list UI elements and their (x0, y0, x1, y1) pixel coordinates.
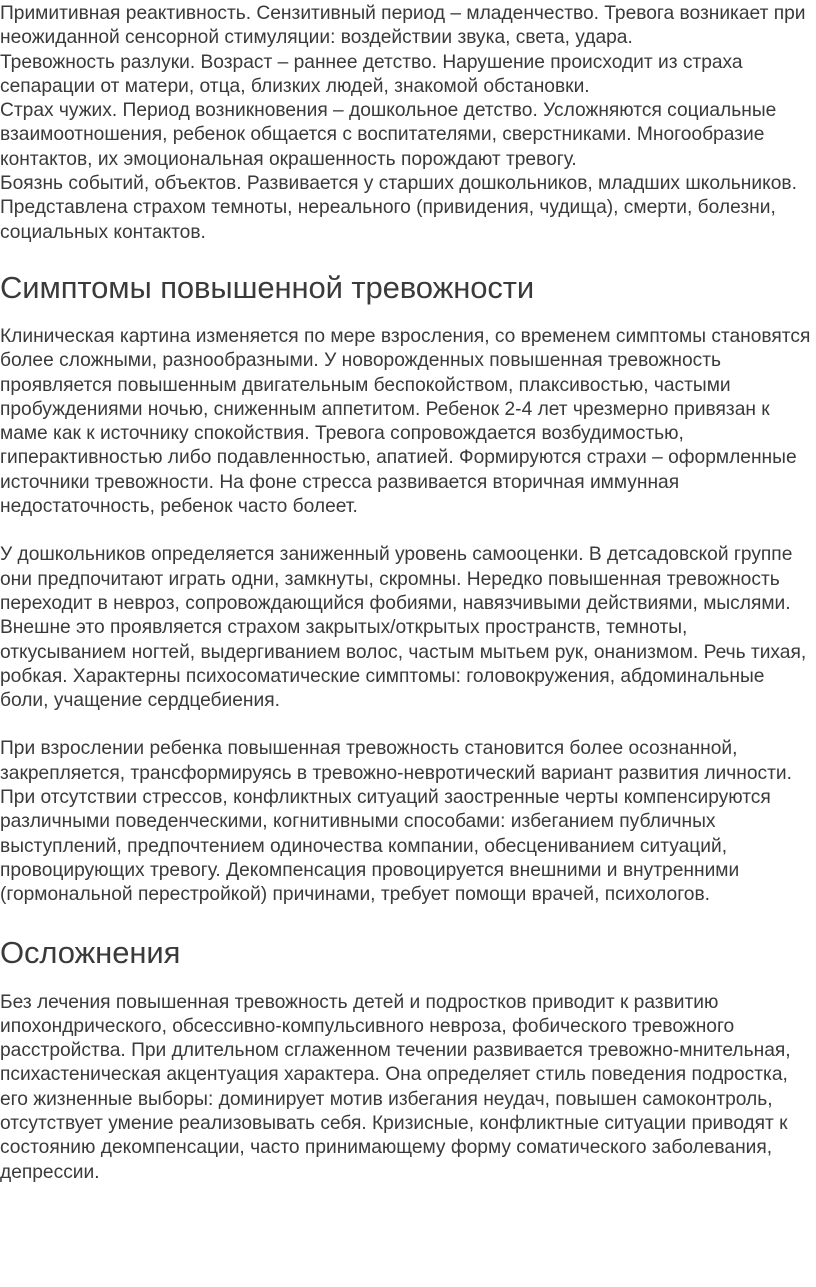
section-heading-symptoms: Симптомы повышенной тревожности (0, 269, 535, 305)
paragraph: Клиническая картина изменяется по мере взросления, со временем симптомы становятся более сложными, разнообразными. У новорожденных повышенная тревожность проявляется повышенным двигательным беспокойством, плаксивостью, частыми пробуждениями ночью, сниженным аппетитом. Ребенок 2-4 лет чрезмерно привязан к маме как к источнику спокойствия. Тревога сопровождается возбудимостью, гиперактивностью либо подавленностью, апатией. Формируются страхи – оформленные источники тревожности. На фоне стресса развивается вторичная иммунная недостаточность, ребенок часто болеет. (0, 325, 811, 518)
paragraph: При взрослении ребенка повышенная тревожность становится более осознанной, закрепляется, трансформируясь в тревожно-невротический вариант развития личности. При отсутствии стрессов, конфликтных ситуаций заостренные черты компенсируются различными поведенческими, когнитивными способами: избеганием публичных выступлений, предпочтением одиночества компании, обесцениванием ситуаций, провоцирующих тревогу. Декомпенсация провоцируется внешними и внутренними (гормональной перестройкой) причинами, требует помощи врачей, психологов. (0, 738, 792, 906)
intro-paragraph: Примитивная реактивность. Сензитивный период – младенчество. Тревога возникает при неожиданной сенсорной стимуляции: воздействии звука, света, удара. (0, 3, 806, 49)
section-body-symptoms (0, 325, 816, 908)
paragraph: Без лечения повышенная тревожность детей и подростков приводит к развитию ипохондрического, обсессивно-компульсивного невроза, фобического тревожного расстройства. При длительном сглаженном течении развивается тревожно-мнительная, психастеническая акцентуация характера. Она определяет стиль поведения подростка, его жизненные выборы: доминирует мотив избегания неудач, повышен самоконтроль, отсутствует умение реализовывать себя. Кризисные, конфликтные ситуации приводят к состоянию декомпенсации, часто принимающему форму соматического заболевания, депрессии. (0, 991, 791, 1183)
intro-paragraph: Страх чужих. Период возникновения – дошкольное детство. Усложняются социальные взаимоотношения, ребенок общается с воспитателями, сверстниками. Многообразие контактов, их эмоциональная окрашенность порождают тревогу. (0, 100, 777, 170)
intro-list (0, 0, 816, 245)
paragraph: У дошкольников определяется заниженный уровень самооценки. В детсадовской группе они предпочитают играть одни, замкнуты, скромны. Нередко повышенная тревожность переходит в невроз, сопровождающийся фобиями, навязчивыми действиями, мыслями. Внешне это проявляется страхом закрытых/открытых пространств, темноты, откусыванием ногтей, выдергиванием волос, частым мытьем рук, онанизмом. Речь тихая, робкая. Характерны психосоматические симптомы: головокружения, абдоминальные боли, учащение сердцебиения. (0, 544, 807, 712)
intro-paragraph: Тревожность разлуки. Возраст – раннее детство. Нарушение происходит из страха сепарации от матери, отца, близких людей, знакомой обстановки. (0, 51, 743, 97)
section-heading-complications: Осложнения (0, 934, 181, 970)
section-body-complications (0, 991, 816, 1185)
intro-paragraph: Боязнь событий, объектов. Развивается у старших дошкольников, младших школьников. Представлена страхом темноты, нереального (привидения, чудища), смерти, болезни, социальных контактов. (0, 173, 797, 243)
